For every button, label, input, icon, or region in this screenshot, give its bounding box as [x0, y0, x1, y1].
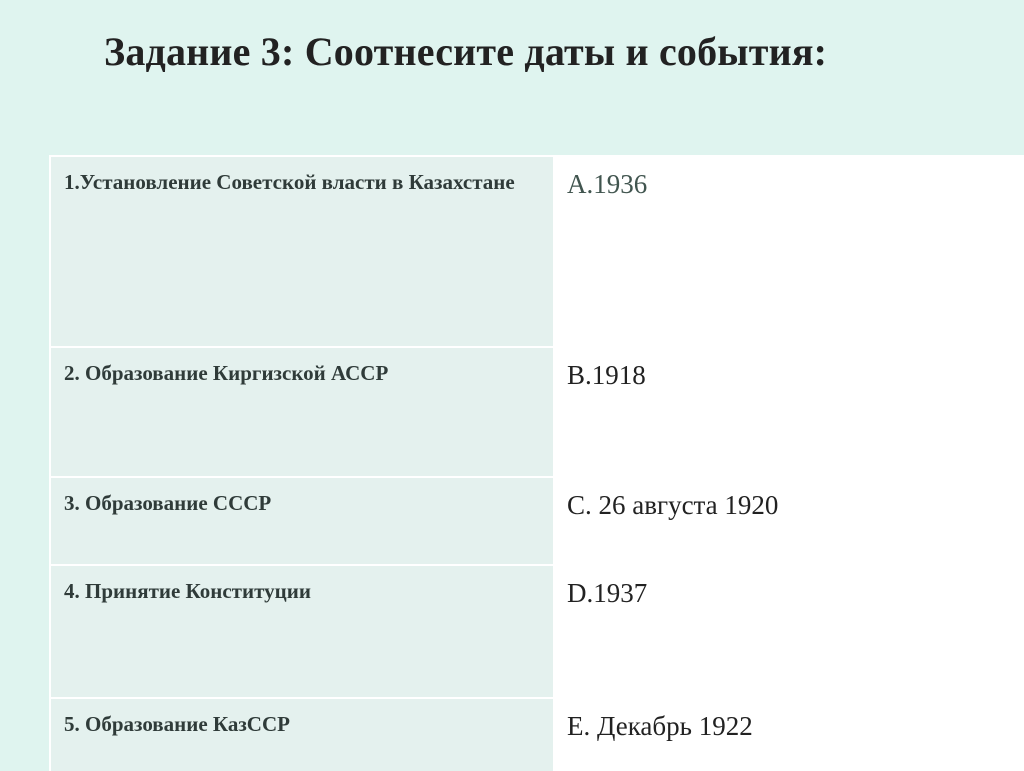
table-row	[50, 347, 1023, 477]
event-cell: 4. Принятие Конституции	[50, 565, 554, 698]
event-cell: 5. Образование КазССР	[50, 698, 554, 771]
table-row	[50, 477, 1023, 565]
date-cell: В.1918	[554, 347, 1023, 477]
event-cell: 1.Установление Советской власти в Казахстане	[50, 156, 554, 347]
date-cell: D.1937	[554, 565, 1023, 698]
date-cell: С. 26 августа 1920	[554, 477, 1023, 565]
table-row	[50, 156, 1023, 347]
matching-table	[49, 155, 1024, 771]
date-cell: Е. Декабрь 1922	[554, 698, 1023, 771]
slide-title: Задание 3: Соотнесите даты и события:	[104, 29, 828, 74]
table-row	[50, 698, 1023, 771]
event-cell: 2. Образование Киргизской АССР	[50, 347, 554, 477]
table-row	[50, 565, 1023, 698]
date-cell: А.1936	[554, 156, 1023, 347]
event-cell: 3. Образование СССР	[50, 477, 554, 565]
